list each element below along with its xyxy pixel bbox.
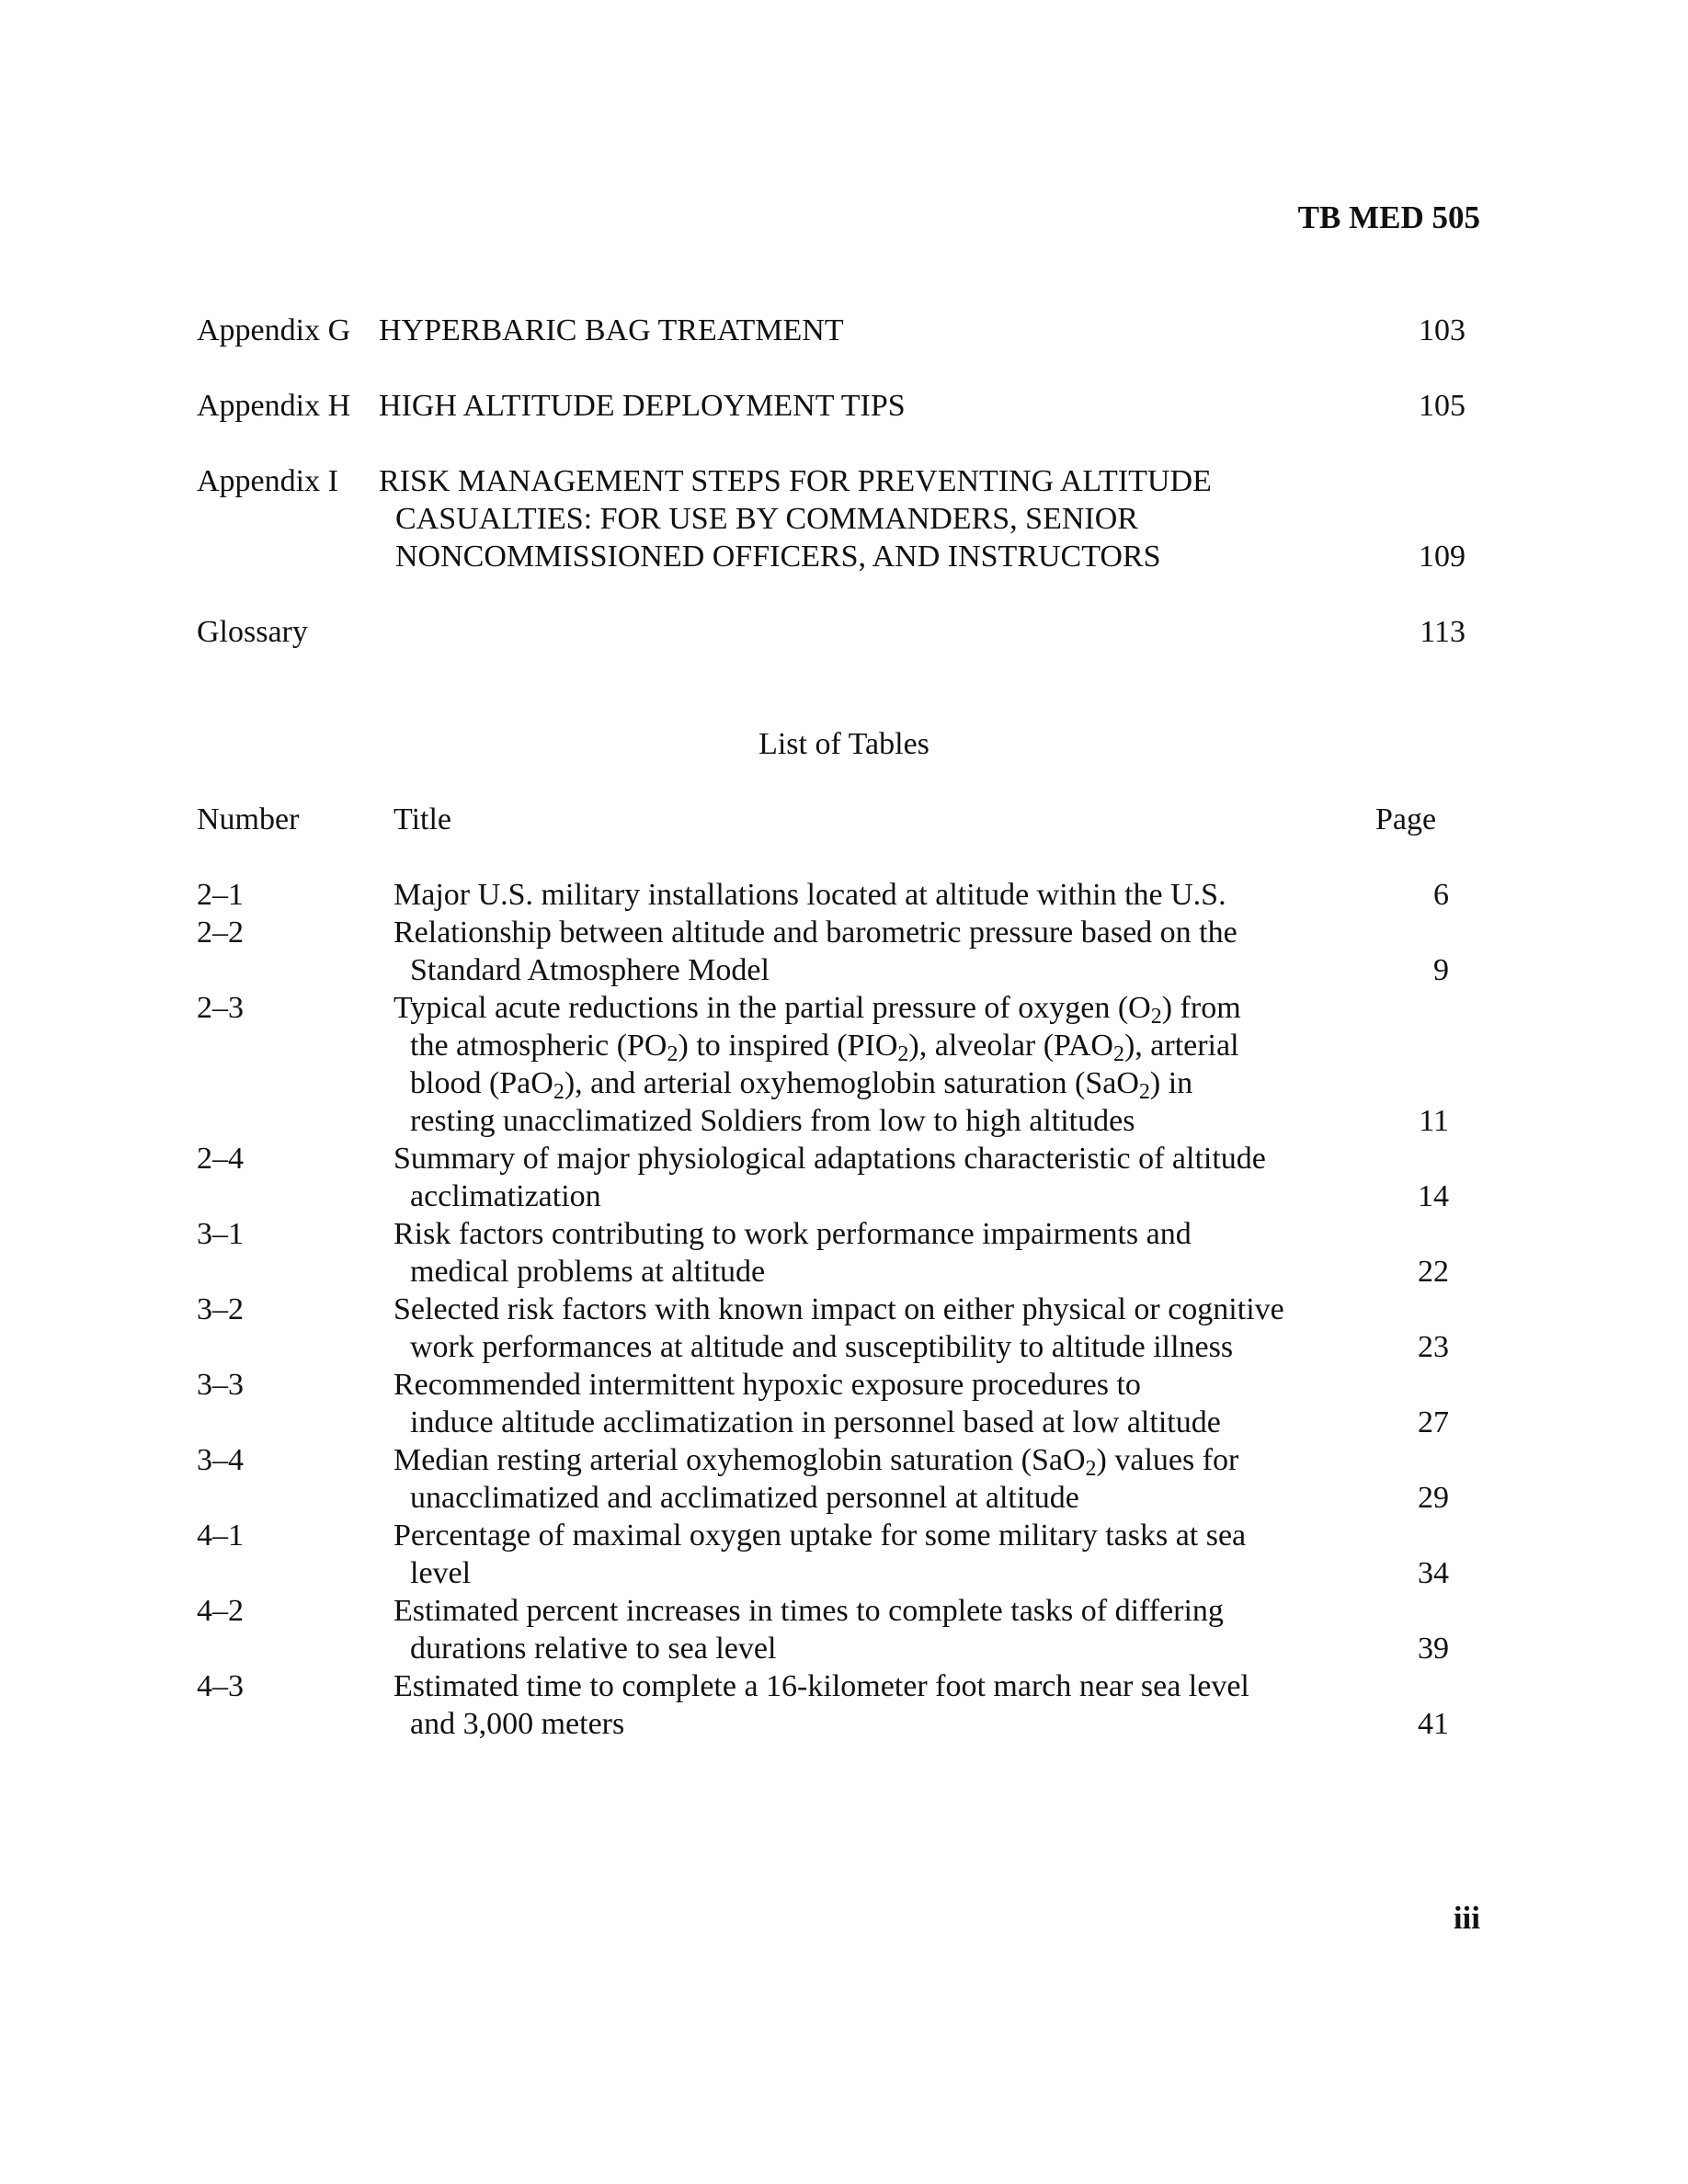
table-title-line: Risk factors contributing to work performance impairments and xyxy=(393,1217,1192,1251)
table-title-line: Selected risk factors with known impact on either physical or cognitive xyxy=(393,1292,1284,1326)
table-list-row[interactable] xyxy=(197,1517,1466,1592)
table-title xyxy=(393,1592,1350,1667)
table-number: 3–3 xyxy=(197,1368,244,1402)
table-title-line: induce altitude acclimatization in personnel based at low altitude xyxy=(410,1405,1221,1439)
table-number: 4–3 xyxy=(197,1669,244,1703)
table-page: 9 xyxy=(1433,953,1449,987)
table-title-line: Summary of major physiological adaptations characteristic of altitude xyxy=(393,1142,1266,1176)
table-title-line: Typical acute reductions in the partial pressure of oxygen $(O_2)$ from xyxy=(393,991,1241,1029)
table-list-row[interactable] xyxy=(197,989,1466,1140)
table-title xyxy=(393,914,1350,989)
toc-entry-page: 103 xyxy=(1419,313,1466,347)
table-page: 11 xyxy=(1419,1104,1449,1138)
table-title-line: work performances at altitude and susceptibility to altitude illness xyxy=(410,1330,1234,1364)
table-title xyxy=(393,1366,1350,1441)
table-title-line: medical problems at altitude xyxy=(410,1255,766,1289)
toc-entry-page: 109 xyxy=(1419,540,1466,574)
table-page: 41 xyxy=(1418,1707,1449,1741)
table-number: 3–2 xyxy=(197,1292,244,1326)
table-page: 29 xyxy=(1418,1481,1449,1515)
table-list-row[interactable] xyxy=(197,1366,1466,1441)
toc-entry-page: 105 xyxy=(1419,389,1466,423)
table-title-line: Median resting arterial oxyhemoglobin saturation (SaO$_2$) values for xyxy=(393,1443,1239,1481)
table-page: 34 xyxy=(1418,1556,1449,1590)
table-list-row[interactable] xyxy=(197,1441,1466,1517)
table-list-row[interactable] xyxy=(197,1291,1466,1366)
list-of-tables-heading: List of Tables xyxy=(758,727,930,761)
table-page: 22 xyxy=(1418,1255,1449,1289)
column-header-title: Title xyxy=(393,802,452,836)
table-title-line: Major U.S. military installations located at altitude within the U.S. xyxy=(393,878,1226,912)
toc-entry-label: Glossary xyxy=(197,615,308,649)
table-title xyxy=(393,1667,1350,1743)
toc-entry-label: Appendix H xyxy=(197,389,351,423)
toc-entry-title-line: CASUALTIES: FOR USE BY COMMANDERS, SENIOR xyxy=(395,502,1138,536)
table-list-row[interactable] xyxy=(197,1215,1466,1291)
table-title-line: Percentage of maximal oxygen uptake for some military tasks at sea xyxy=(393,1519,1247,1553)
table-title-line: resting unacclimatized Soldiers from low to high altitudes xyxy=(410,1104,1135,1138)
toc-entry-page: 113 xyxy=(1420,615,1466,649)
table-page: 23 xyxy=(1418,1330,1449,1364)
column-header-number: Number xyxy=(197,802,300,836)
table-page: 27 xyxy=(1418,1405,1449,1439)
toc-entry-title xyxy=(379,312,1298,349)
table-list-row[interactable] xyxy=(197,876,1466,914)
table-title-line: blood (PaO$_2$), and arterial oxyhemoglobin saturation (SaO$_2$) in xyxy=(410,1066,1193,1104)
table-title xyxy=(393,1441,1350,1517)
table-number: 2–1 xyxy=(197,878,244,912)
table-title-line: Recommended intermittent hypoxic exposure procedures to xyxy=(393,1368,1141,1402)
table-list-row[interactable] xyxy=(197,1667,1466,1743)
table-title xyxy=(393,1215,1350,1291)
column-header-page: Page xyxy=(1375,802,1437,836)
toc-entry-label: Appendix G xyxy=(197,313,351,347)
page-number: iii xyxy=(1453,1900,1480,1936)
table-title-line: acclimatization xyxy=(410,1179,601,1213)
table-title xyxy=(393,1517,1350,1592)
table-page: 14 xyxy=(1418,1179,1449,1213)
table-number: 4–2 xyxy=(197,1594,244,1628)
toc-entry-title-line: HYPERBARIC BAG TREATMENT xyxy=(379,313,844,347)
table-page: 6 xyxy=(1433,878,1449,912)
table-title-line: level xyxy=(410,1556,472,1590)
table-title-line: unacclimatized and acclimatized personnel at altitude xyxy=(410,1481,1079,1515)
toc-entry-title-line: RISK MANAGEMENT STEPS FOR PREVENTING ALTITUDE xyxy=(379,464,1212,498)
table-page: 39 xyxy=(1418,1632,1449,1666)
table-list-row[interactable] xyxy=(197,1592,1466,1667)
table-list-row[interactable] xyxy=(197,1140,1466,1215)
table-title-line: Estimated time to complete a 16-kilometer foot march near sea level xyxy=(393,1669,1249,1703)
table-title-line: and 3,000 meters xyxy=(410,1707,625,1741)
table-title xyxy=(393,989,1350,1140)
table-number: 4–1 xyxy=(197,1519,244,1553)
table-list-row[interactable] xyxy=(197,914,1466,989)
table-title-line: durations relative to sea level xyxy=(410,1632,777,1666)
table-title xyxy=(393,1140,1350,1215)
table-title-line: Standard Atmosphere Model xyxy=(410,953,770,987)
table-title xyxy=(393,1291,1350,1366)
table-title-line: the atmospheric $(PO_2)$ to inspired $(PIO_2)$, alveolar $(PAO_2)$, arterial xyxy=(410,1029,1239,1066)
toc-entry-title xyxy=(379,387,1298,425)
table-number: 2–3 xyxy=(197,991,244,1025)
table-title-line: Estimated percent increases in times to complete tasks of differing xyxy=(393,1594,1224,1628)
table-number: 2–4 xyxy=(197,1142,244,1176)
table-number: 3–1 xyxy=(197,1217,244,1251)
toc-entry-title-line: NONCOMMISSIONED OFFICERS, AND INSTRUCTORS xyxy=(395,540,1161,574)
toc-entry-label: Appendix I xyxy=(197,464,338,498)
table-number: 3–4 xyxy=(197,1443,244,1477)
document-id: TB MED 505 xyxy=(1297,199,1480,235)
table-title-line: Relationship between altitude and barometric pressure based on the xyxy=(393,916,1237,950)
toc-entry-title xyxy=(379,462,1298,575)
table-title xyxy=(393,876,1350,914)
table-number: 2–2 xyxy=(197,916,244,950)
list-of-tables xyxy=(197,876,1466,1743)
toc-entry-title-line: HIGH ALTITUDE DEPLOYMENT TIPS xyxy=(379,389,906,423)
